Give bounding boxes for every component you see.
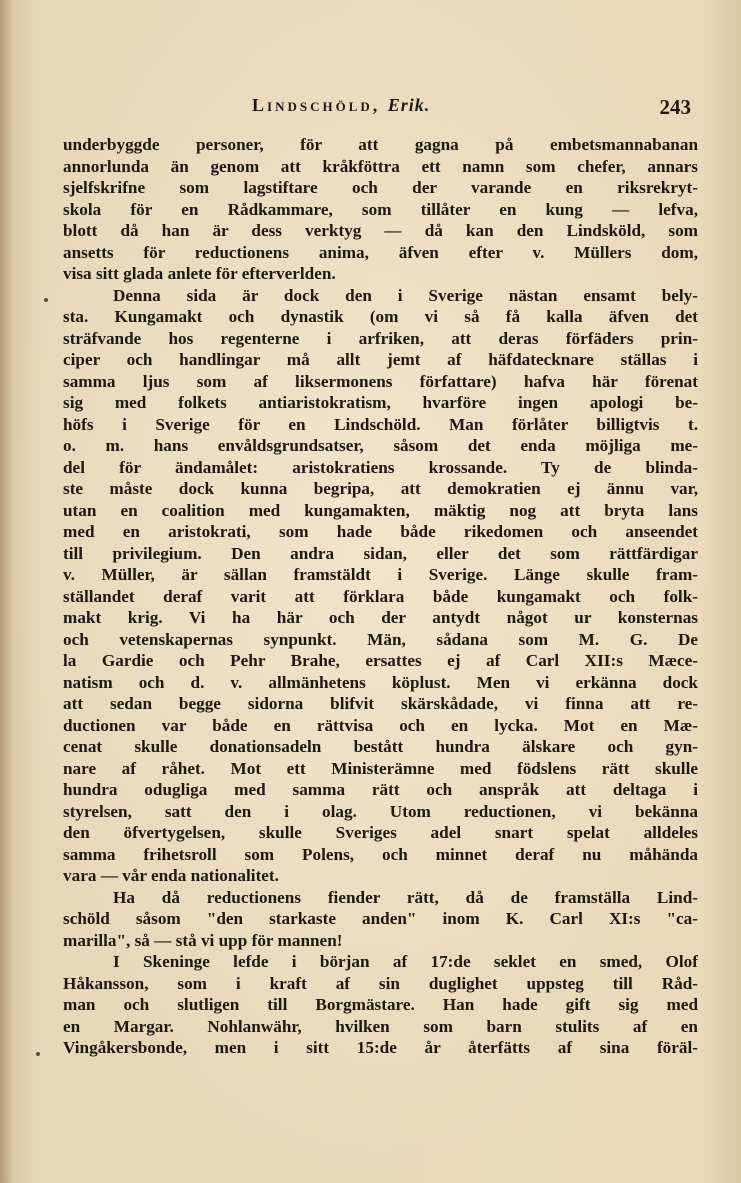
- text-line: den öfvertygelsen, skulle Sveriges adel snart spelat alldeles: [63, 823, 698, 842]
- text-line: annorlunda än genom att kråkföttra ett namn som chefer, annars: [63, 156, 698, 176]
- text-line: marilla", så — stå vi upp för mannen!: [63, 930, 343, 950]
- text-line: med en aristokrati, som hade både rikedomen och anseendet: [63, 522, 698, 541]
- text-line: samma frihetsroll som Polens, och minnet deraf nu måhända: [63, 844, 698, 864]
- running-head-surname: Lindschöld,: [252, 95, 381, 115]
- running-head-given-name: Erik.: [387, 95, 431, 115]
- text-line: vara — vår enda nationalitet.: [63, 866, 279, 885]
- text-line: skola för en Rådkammare, som tillåter en kung — lefva,: [63, 199, 698, 219]
- text-line: ductionen var både en rättvisa och en lycka. Mot en Mæ-: [63, 715, 698, 735]
- text-line: blott då han är dess verktyg — då kan den Lindsköld, som: [63, 221, 698, 240]
- text-line: natism och d. v. allmänhetens köplust. Men vi erkänna dock: [63, 672, 698, 692]
- text-line: o. m. hans envåldsgrundsatser, såsom det enda möjliga me-: [63, 436, 698, 455]
- text-line: I Skeninge lefde i början af 17:de seklet en smed, Olof: [113, 952, 698, 971]
- ink-speck: [44, 298, 48, 302]
- text-line: makt krig. Vi ha här och der antydt något ur konsternas: [63, 608, 698, 627]
- text-line: man och slutligen till Borgmästare. Han hade gift sig med: [63, 995, 698, 1014]
- text-line: v. Müller, är sällan framstäldt i Sverige. Länge skulle fram-: [63, 565, 698, 584]
- text-line: la Gardie och Pehr Brahe, ersattes ej af Carl XII:s Mæce-: [63, 651, 698, 670]
- text-line: del för ändamålet: aristokratiens krossande. Ty de blinda-: [63, 457, 698, 477]
- text-line: cenat skulle donationsadeln bestått hundra älskare och gyn-: [63, 737, 698, 756]
- body-text: [63, 134, 698, 1059]
- text-line: styrelsen, satt den i olag. Utom reductionen, vi bekänna: [63, 801, 698, 821]
- text-line: ansetts för reductionens anima, äfven efter v. Müllers dom,: [63, 242, 698, 262]
- text-line: Denna sida är dock den i Sverige nästan ensamt bely-: [113, 285, 698, 305]
- text-line: ställandet deraf varit att förklara både kungamakt och folk-: [63, 586, 698, 606]
- ink-speck: [36, 1052, 40, 1056]
- text-line: sträfvande hos regenterne i arfriken, att deras förfäders prin-: [63, 328, 698, 348]
- text-line: hundra odugliga med samma rätt och anspråk att deltaga i: [63, 780, 698, 799]
- text-line: nare af råhet. Mot ett Ministerämne med födslens rätt skulle: [63, 758, 698, 778]
- text-line: till privilegium. Den andra sidan, eller det som rättfärdigar: [63, 543, 698, 563]
- text-line: höfs i Sverige för en Lindschöld. Man förlåter billigtvis t.: [63, 414, 698, 434]
- text-line: underbyggde personer, för att gagna på embetsmannabanan: [63, 135, 698, 154]
- text-line: sig med folkets antiaristokratism, hvarföre ingen apologi be-: [63, 393, 698, 412]
- page-edge-stain: [0, 0, 14, 1183]
- page-number: 243: [659, 95, 691, 119]
- text-line: att sedan begge sidorna blifvit skärskådade, vi finna att re-: [63, 694, 698, 713]
- text-line: en Margar. Nohlanwähr, hvilken som barn stulits af en: [63, 1016, 698, 1036]
- text-line: utan en coalition med kungamakten, mäktig nog att bryta lans: [63, 500, 698, 520]
- text-line: Ha då reductionens fiender rätt, då de framställa Lind-: [113, 887, 698, 907]
- text-line: sta. Kungamakt och dynastik (om vi så få kalla äfven det: [63, 307, 698, 326]
- text-line: visa sitt glada anlete för efterverlden.: [63, 264, 336, 283]
- text-line: sjelfskrifne som lagstiftare och der varande en riksrekryt-: [63, 178, 698, 197]
- running-head: [252, 95, 430, 116]
- text-line: Vingåkersbonde, men i sitt 15:de år återfätts af sina föräl-: [63, 1038, 698, 1057]
- text-line: samma ljus som af liksermonens författare) hafva här förenat: [63, 371, 698, 391]
- text-line: Håkansson, som i kraft af sin duglighet uppsteg till Råd-: [63, 973, 698, 993]
- text-line: ciper och handlingar må allt jemt af häfdatecknare ställas i: [63, 350, 698, 369]
- text-line: ste måste dock kunna begripa, att demokratien ej ännu var,: [63, 479, 698, 498]
- text-line: schöld såsom "den starkaste anden" inom K. Carl XI:s "ca-: [63, 909, 698, 928]
- text-line: och vetenskapernas synpunkt. Män, sådana som M. G. De: [63, 629, 698, 649]
